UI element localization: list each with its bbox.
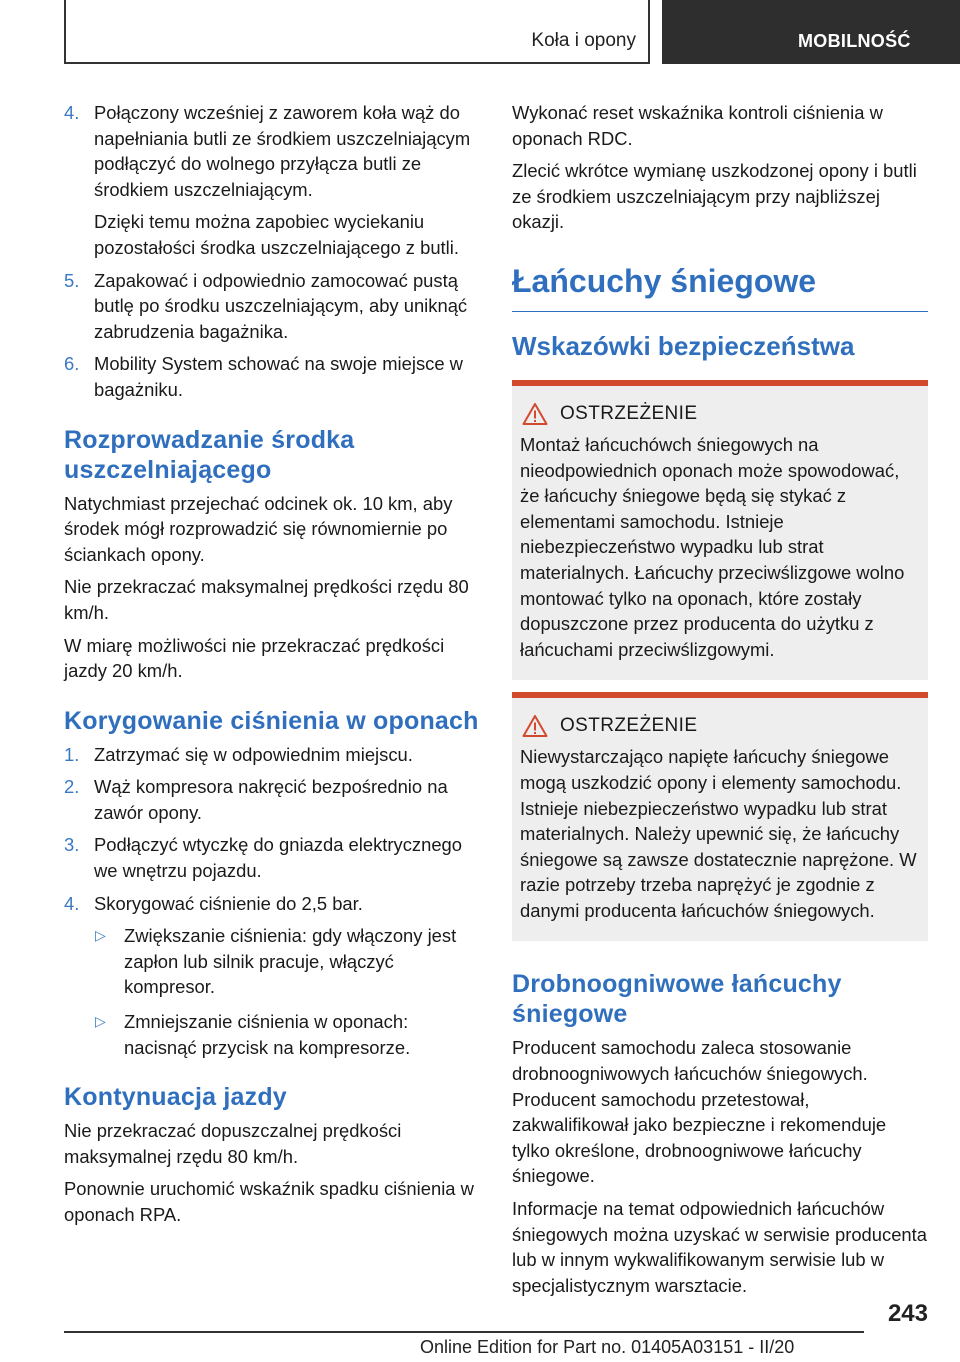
right-column [512, 100, 928, 1305]
step-number: 2. [64, 776, 80, 798]
sub-list-item [64, 1009, 484, 1060]
step-number: 3. [64, 834, 80, 856]
paragraph: Nie przekraczać maksymalnej prędkości rzędu 80 km/h. [64, 576, 469, 623]
warning-text: Niewystarczająco napięte łańcuchy śniegowe mogą uszkodzić opony i elementy samochodu. Istnieje niebezpieczeństwo wypadku lub strat materialnych. Należy upewnić się, że łańcuchy śniegowe są zawsze dostatecznie naprężone. W razie potrzeby trzeba naprężyć je zgodnie z danymi producenta łańcuchów śniegowych. [520, 746, 917, 921]
warning-box [512, 380, 928, 680]
step-number: 4. [64, 102, 80, 123]
step-number: 1. [64, 743, 80, 765]
paragraph: Natychmiast przejechać odcinek ok. 10 km, aby środek mógł rozprowadzić się równomiernie po ściankach opony. [64, 492, 453, 565]
warning-triangle-icon [522, 402, 548, 426]
warning-header [520, 714, 920, 738]
paragraph: Ponownie uruchomić wskaźnik spadku ciśnienia w oponach RPA. [64, 1178, 474, 1225]
triangle-bullet-icon: ▷ [95, 927, 106, 944]
list-item [64, 351, 484, 402]
step-text: Zapakować i odpowiednio zamocować pustą butlę po środku uszczelniającym, aby uniknąć zabrudzenia bagażnika. [94, 269, 468, 342]
step-number: 5. [64, 269, 80, 291]
paragraph: W miarę możliwości nie przekraczać prędkości jazdy 20 km/h. [64, 634, 445, 682]
paragraph: Nie przekraczać dopuszczalnej prędkości maksymalnej rzędu 80 km/h. [64, 1120, 402, 1167]
list-item [64, 774, 484, 825]
heading-continue-driving: Kontynuacja jazdy [64, 1083, 287, 1112]
list-item [64, 268, 484, 345]
header-left-rule [64, 0, 66, 64]
header-chapter-tab: MOBILNOŚĆ [662, 0, 960, 64]
sub-item-text: Zwiększanie ciśnienia: gdy włączony jest zapłon lub silnik pracuje, włączyć kompresor. [124, 925, 457, 998]
step-text: Wąż kompresora nakręcić bezpośrednio na zawór opony. [94, 776, 448, 823]
header-divider [648, 0, 650, 64]
step-text: Zatrzymać się w odpowiednim miejscu. [94, 743, 413, 765]
heading-safety-notes: Wskazówki bezpieczeństwa [512, 330, 855, 361]
step-text: Skorygować ciśnienie do 2,5 bar. [94, 892, 363, 914]
paragraph: Wykonać reset wskaźnika kontroli ciśnienia w oponach RDC. [512, 102, 883, 149]
left-column [64, 100, 484, 1235]
list-item [64, 891, 484, 917]
step-text: Podłączyć wtyczkę do gniazda elektrycznego we wnętrzu pojazdu. [94, 834, 463, 882]
heading-snow-chains: Łańcuchy śniegowe [512, 261, 928, 312]
heading-distribute-sealant: Rozprowadzanie środka uszczelniającego [64, 425, 355, 484]
paragraph: Zlecić wkrótce wymianę uszkodzonej opony i butli ze środkiem uszczelniającym przy najbliższej okazji. [512, 160, 917, 233]
list-item [64, 742, 484, 768]
warning-title: OSTRZEŻENIE [560, 402, 698, 424]
step-number: 6. [64, 353, 80, 375]
list-item [64, 100, 484, 261]
warning-title: OSTRZEŻENIE [560, 715, 698, 737]
step-text: Połączony wcześniej z zaworem koła wąż do napełniania butli ze środkiem uszczelniającym podłączyć do wolnego przyłącza butli ze środkiem uszczelniającym. [94, 102, 471, 200]
list-item [64, 832, 484, 883]
sub-list-item [64, 923, 484, 1000]
page-number: 243 [887, 1300, 928, 1327]
header-section-title: Koła i opony [531, 30, 636, 51]
warning-text: Montaż łańcuchówch śniegowych na nieodpowiednich oponach może spowodować, że łańcuchy śniegowe będą się stykać z elementami samochodu. Istnieje niebezpieczeństwo wypadku lub strat materialnych. Łańcuchy przeciwślizgowe wolno montować tylko na oponach, które zostały dopuszczone przez producenta do użytku z łańcuchami przeciwślizgowymi. [520, 433, 905, 660]
step-number: 4. [64, 892, 80, 914]
warning-header [520, 402, 920, 426]
footer-edition-text: Online Edition for Part no. 01405A03151 - II/20 [420, 1337, 795, 1357]
step-note: Dzięki temu można zapobiec wyciekaniu pozostałości środka uszczelniającego z butli. [94, 211, 459, 258]
header-bottom-rule [64, 62, 648, 64]
warning-box [512, 692, 928, 941]
heading-fine-link-chains: Drobnoogniwowe łańcuchy śniegowe [512, 970, 842, 1029]
paragraph: Producent samochodu zaleca stosowanie drobnoogniwowych łańcuchów śniegowych. Producent samochodu przetestował, zakwalifikował jako bezpieczne i rekomenduje tylko określone, drobnoogniwowe łańcuchy śniegowe. [512, 1037, 887, 1187]
paragraph: Informacje na temat odpowiednich łańcuchów śniegowych można uzyskać w serwisie producenta lub w innym wykwalifikowanym serwisie lub w specjalistycznym warsztacie. [512, 1198, 928, 1296]
warning-triangle-icon [522, 714, 548, 738]
heading-correct-pressure: Korygowanie ciśnienia w oponach [64, 706, 479, 735]
footer-rule [64, 1331, 864, 1333]
triangle-bullet-icon: ▷ [95, 1013, 106, 1030]
step-text: Mobility System schować na swoje miejsce w bagażniku. [94, 353, 463, 400]
sub-item-text: Zmniejszanie ciśnienia w oponach: nacisnąć przycisk na kompresorze. [124, 1011, 411, 1058]
